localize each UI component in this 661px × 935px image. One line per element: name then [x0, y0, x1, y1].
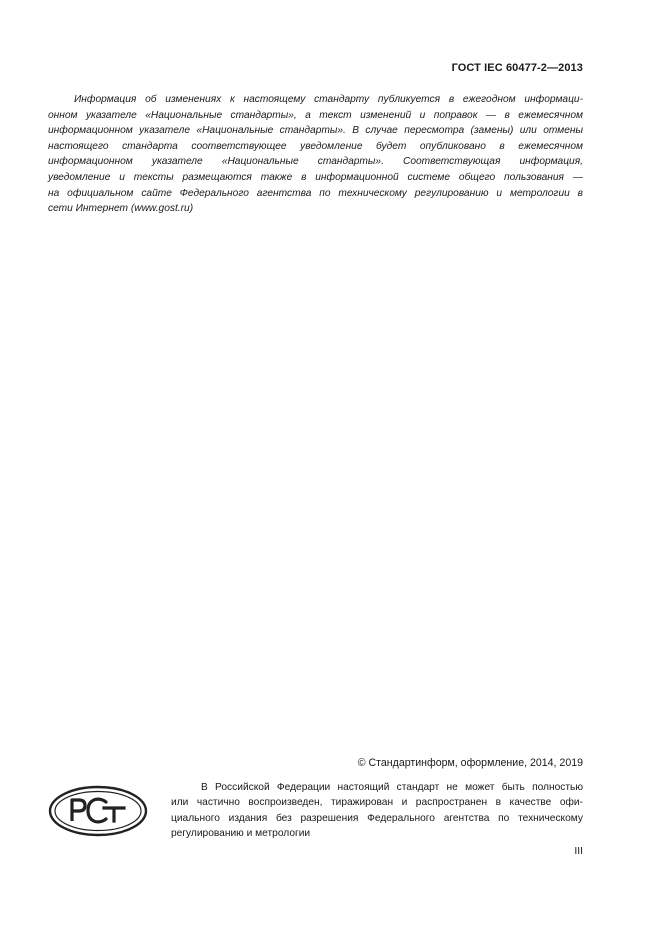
notice-line: информационном указателе «Национальные стандарты». Соответствующая информация,	[48, 156, 583, 168]
legal-line: регулированию и метрологии	[171, 828, 311, 840]
amendment-notice	[48, 92, 583, 217]
legal-line: В Российской Федерации настоящий стандарт не может быть полностью	[201, 782, 583, 793]
notice-line: информационном указателе «Национальные стандарты». В случае пересмотра (замены) или отмены	[48, 125, 583, 137]
legal-line: или частично воспроизведен, тиражирован и распространен в качестве офи-	[171, 797, 583, 809]
copyright-notice: © Стандартинформ, оформление, 2014, 2019	[357, 757, 583, 769]
page-number: III	[574, 846, 583, 857]
legal-line: циального издания без разрешения Федерального агентства по техническому	[171, 812, 583, 824]
notice-line: сети Интернет (www.gost.ru)	[48, 203, 194, 215]
rst-certification-mark-icon	[48, 785, 148, 837]
notice-line: на официальном сайте Федерального агентства по техническому регулированию и метрологии в	[48, 187, 583, 199]
notice-line: настоящего стандарта соответствующее уведомление будет опубликовано в ежемесячном	[48, 140, 583, 152]
notice-line: онном указателе «Национальные стандарты», а текст изменений и поправок — в ежемесячном	[48, 109, 583, 121]
reproduction-restriction	[171, 780, 583, 842]
notice-line: уведомление и тексты размещаются также в информационной системе общего пользования —	[48, 171, 583, 183]
notice-line: Информация об изменениях к настоящему стандарту публикуется в ежегодном информаци-	[74, 94, 583, 105]
document-code: ГОСТ IEC 60477-2—2013	[451, 62, 583, 74]
